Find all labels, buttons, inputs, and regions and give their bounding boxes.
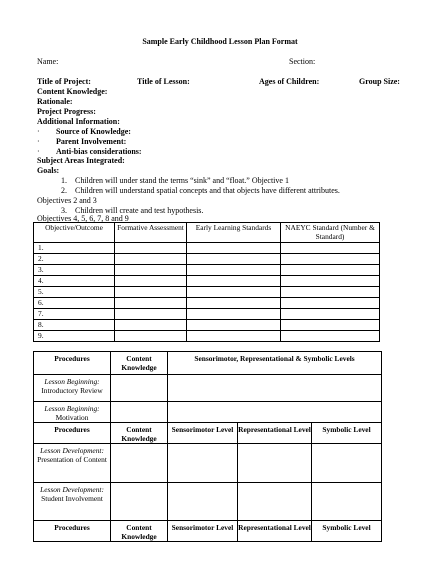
table-cell[interactable] (312, 483, 382, 521)
row-number: 8. (34, 320, 115, 331)
symbolic-level-header: Symbolic Level (312, 423, 382, 444)
table-cell[interactable] (281, 265, 380, 276)
table-row (34, 287, 380, 298)
row-number: 2. (34, 254, 115, 265)
table-cell[interactable] (281, 276, 380, 287)
student-involvement-label: Student Involvement (41, 494, 103, 503)
lesson-beginning-label: Lesson Beginning: (44, 404, 100, 413)
table-row (34, 444, 382, 483)
parent-involvement-label: Parent Involvement: (56, 137, 127, 146)
table-row (34, 402, 382, 423)
subject-areas-label: Subject Areas Integrated: (37, 156, 125, 165)
table-cell[interactable] (115, 287, 187, 298)
table-cell[interactable] (115, 331, 187, 342)
table-cell[interactable] (115, 276, 187, 287)
procedures-header: Procedures (34, 521, 111, 542)
additional-item-bullet: · (37, 147, 40, 156)
table-cell[interactable] (187, 309, 281, 320)
goal-number: 2. (61, 186, 67, 195)
table-cell[interactable] (111, 375, 168, 402)
goals-label: Goals: (37, 166, 60, 175)
title-of-lesson-label: Title of Lesson: (137, 77, 190, 86)
representational-level-header: Representational Level (238, 423, 312, 444)
table-cell[interactable] (281, 298, 380, 309)
project-progress-label: Project Progress: (37, 107, 96, 116)
additional-information-label: Additional Information: (37, 117, 120, 126)
table-cell[interactable] (168, 375, 382, 402)
goal-number: 3. (61, 206, 67, 215)
representational-level-header: Representational Level (238, 521, 312, 542)
table-cell[interactable] (281, 287, 380, 298)
name-label: Name: (37, 57, 59, 66)
row-number: 9. (34, 331, 115, 342)
table-row (34, 276, 380, 287)
anti-bias-label: Anti-bias considerations: (56, 147, 142, 156)
additional-item-bullet: · (37, 127, 40, 136)
procedures-header-row (34, 521, 382, 542)
symbolic-level-header: Symbolic Level (312, 521, 382, 542)
table-cell[interactable] (111, 483, 168, 521)
intro-review-cell (34, 375, 111, 402)
presentation-cell (34, 444, 111, 483)
table-cell[interactable] (111, 402, 168, 423)
row-number: 5. (34, 287, 115, 298)
row-number: 3. (34, 265, 115, 276)
sensorimotor-level-header: Sensorimotor Level (168, 521, 238, 542)
objective-outcome-header: Objective/Outcome (34, 223, 115, 243)
sensorimotor-level-header: Sensorimotor Level (168, 423, 238, 444)
additional-item-bullet: · (37, 137, 40, 146)
table-cell[interactable] (238, 444, 312, 483)
table-cell[interactable] (115, 320, 187, 331)
table-row (34, 483, 382, 521)
table-cell[interactable] (187, 265, 281, 276)
table-row (34, 265, 380, 276)
table-cell[interactable] (168, 402, 382, 423)
page-title: Sample Early Childhood Lesson Plan Format (142, 37, 298, 46)
table-row (34, 331, 380, 342)
row-number: 6. (34, 298, 115, 309)
table-cell[interactable] (115, 309, 187, 320)
table-cell[interactable] (187, 243, 281, 254)
table-row (34, 320, 380, 331)
goal-text: Children will create and test hypothesis. (75, 206, 204, 215)
row-number: 1. (34, 243, 115, 254)
student-involvement-cell (34, 483, 111, 521)
table-row (34, 243, 380, 254)
presentation-of-content-label: Presentation of Content (37, 455, 107, 464)
table-cell[interactable] (115, 298, 187, 309)
title-of-project-label: Title of Project: (37, 77, 91, 86)
formative-assessment-header: Formative Assessment (115, 223, 187, 243)
procedures-table (33, 351, 382, 542)
goal-text: Children will understand spatial concepts and that objects have different attributes. (75, 186, 340, 195)
table-cell[interactable] (238, 483, 312, 521)
source-of-knowledge-label: Source of Knowledge: (56, 127, 131, 136)
lesson-development-label: Lesson Development: (40, 485, 104, 494)
introductory-review-label: Introductory Review (41, 386, 103, 395)
procedures-header-row (34, 423, 382, 444)
procedures-header: Procedures (34, 423, 111, 444)
table-cell[interactable] (312, 444, 382, 483)
table-row (34, 254, 380, 265)
procedures-header: Procedures (34, 352, 111, 375)
goal-text: Children will under stand the terms “sink” and “float.” Objective 1 (75, 176, 289, 185)
ages-of-children-label: Ages of Children: (259, 77, 320, 86)
objectives-table-header (34, 223, 380, 243)
table-cell[interactable] (187, 287, 281, 298)
row-number: 4. (34, 276, 115, 287)
lesson-development-label: Lesson Development: (40, 446, 104, 455)
lesson-beginning-label: Lesson Beginning: (44, 377, 100, 386)
section-label: Section: (289, 57, 316, 66)
objectives-line-1: Objectives 2 and 3 (37, 196, 97, 205)
objectives-table (33, 222, 380, 342)
table-cell[interactable] (281, 243, 380, 254)
table-cell[interactable] (111, 444, 168, 483)
levels-header: Sensorimotor, Representational & Symbolic Levels (168, 352, 382, 375)
table-cell[interactable] (115, 254, 187, 265)
table-row (34, 375, 382, 402)
naeyc-standard-header: NAEYC Standard (Number & Standard) (281, 223, 380, 243)
table-cell[interactable] (281, 309, 380, 320)
table-row (34, 298, 380, 309)
early-learning-standards-header: Early Learning Standards (187, 223, 281, 243)
table-cell[interactable] (187, 254, 281, 265)
motivation-cell (34, 402, 111, 423)
group-size-label: Group Size: (359, 77, 400, 86)
table-cell[interactable] (115, 265, 187, 276)
table-cell[interactable] (187, 331, 281, 342)
table-cell[interactable] (168, 483, 238, 521)
table-cell[interactable] (187, 298, 281, 309)
table-cell[interactable] (115, 243, 187, 254)
procedures-header-row (34, 352, 382, 375)
goal-number: 1. (61, 176, 67, 185)
table-cell[interactable] (281, 331, 380, 342)
content-knowledge-header: Content Knowledge (111, 521, 168, 542)
motivation-label: Motivation (55, 413, 89, 422)
table-cell[interactable] (187, 276, 281, 287)
table-cell[interactable] (281, 320, 380, 331)
table-cell[interactable] (168, 444, 238, 483)
content-knowledge-header: Content Knowledge (111, 352, 168, 375)
row-number: 7. (34, 309, 115, 320)
table-cell[interactable] (281, 254, 380, 265)
content-knowledge-header: Content Knowledge (111, 423, 168, 444)
table-cell[interactable] (187, 320, 281, 331)
objectives-line-2: Objectives 4, 5, 6, 7, 8 and 9 (37, 214, 129, 223)
table-row (34, 309, 380, 320)
content-knowledge-label: Content Knowledge: (37, 87, 108, 96)
rationale-label: Rationale: (37, 97, 73, 106)
